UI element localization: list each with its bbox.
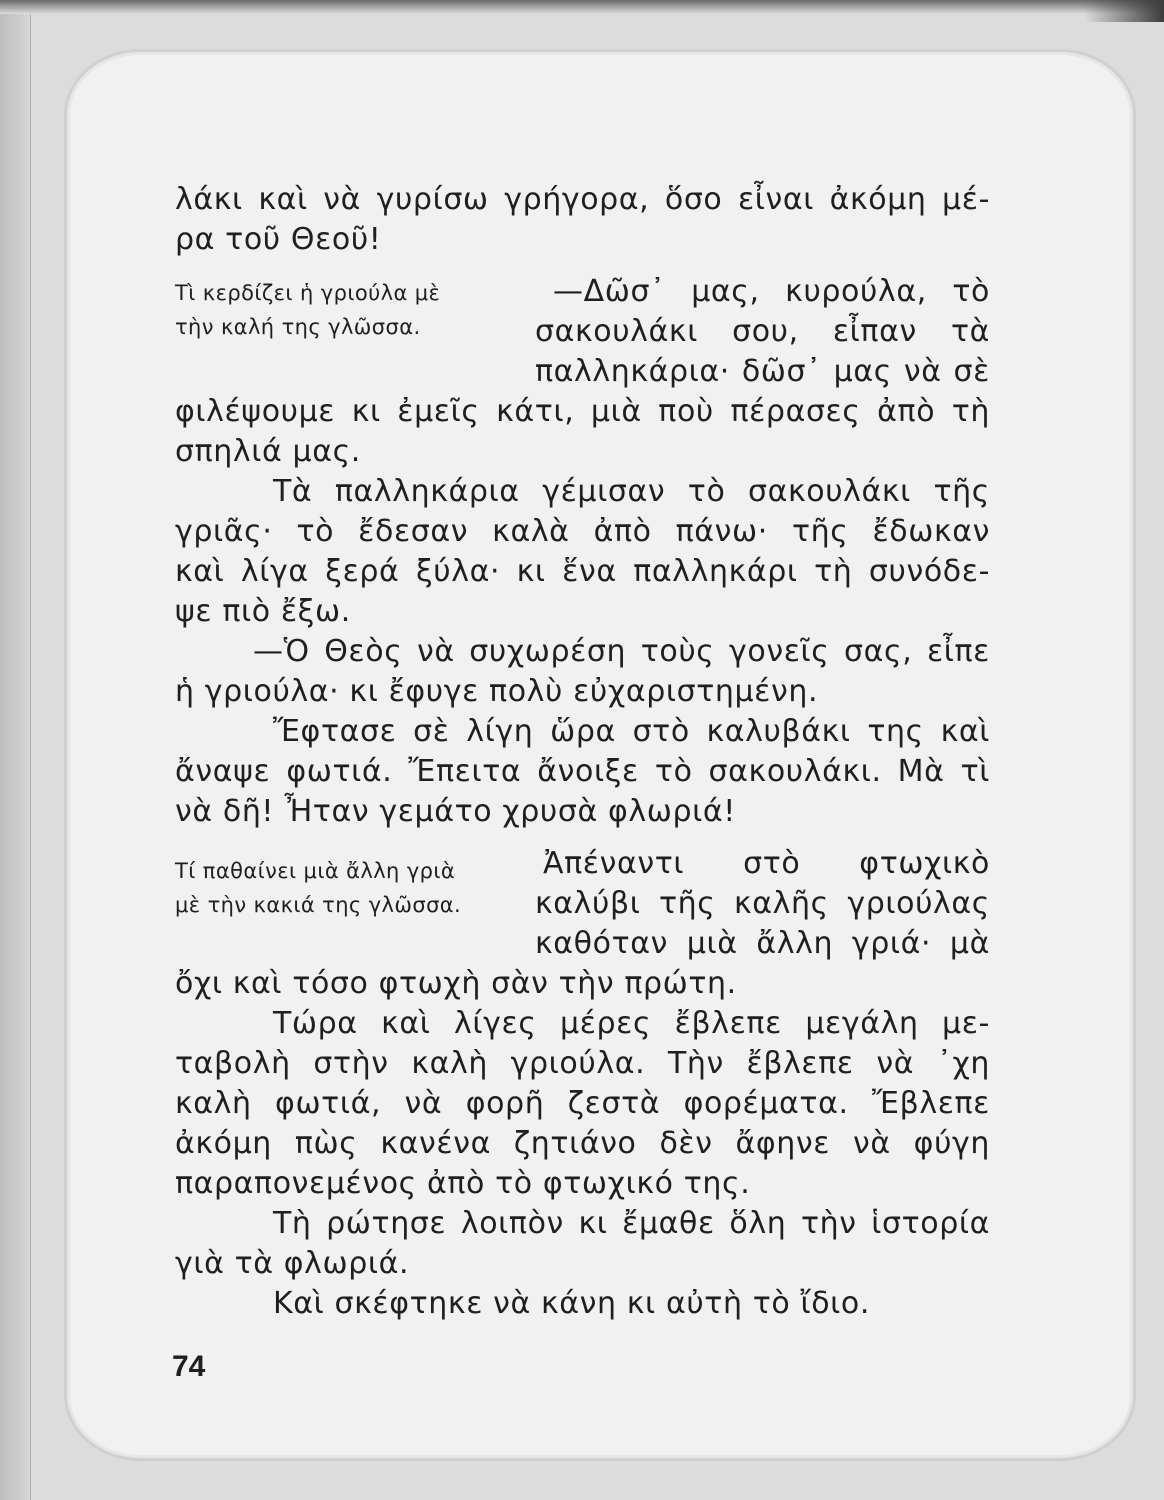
text-line: ταβολὴ στὴν καλὴ γριούλα. Τὴν ἔβλεπε νὰ ᾽χη [175, 1046, 990, 1081]
text-line: γριᾶς· τὸ ἔδεσαν καλὰ ἀπὸ πάνω· τῆς ἔδωκαν [175, 514, 990, 549]
margin-note-1 [175, 276, 525, 344]
text-line: καλύβι τῆς καλῆς γριούλας [535, 886, 990, 921]
text-line: —Δῶσ᾽ μας, κυρούλα, τὸ [553, 274, 990, 309]
text-line: καὶ λίγα ξερά ξύλα· κι ἕνα παλληκάρι τὴ συνόδε- [175, 554, 990, 589]
text-line: σακουλάκι σου, εἶπαν τὰ [535, 314, 990, 349]
page-corner-shadow [1084, 0, 1164, 22]
text-line: Ἔφτασε σὲ λίγη ὥρα στὸ καλυβάκι της καὶ [273, 714, 990, 749]
text-line: Καὶ σκέφτηκε νὰ κάνη κι αὐτὴ τὸ ἴδιο. [273, 1286, 870, 1321]
text-line: γιὰ τὰ φλωριά. [175, 1246, 410, 1281]
body-text [175, 180, 990, 1324]
margin-note-block-1 [175, 272, 990, 392]
margin-note-line: Τί παθαίνει μιὰ ἄλλη γριὰ [175, 859, 456, 883]
text-line: παραπονεμένος ἀπὸ τὸ φτωχικό της. [175, 1166, 751, 1201]
text-line: καθόταν μιὰ ἄλλη γριά· μὰ [535, 926, 990, 961]
text-line: Τώρα καὶ λίγες μέρες ἔβλεπε μεγάλη με- [273, 1006, 990, 1041]
text-line: ὄχι καὶ τόσο φτωχὴ σὰν τὴν πρώτη. [175, 966, 737, 1001]
text-line: παλληκάρια· δῶσ᾽ μας νὰ σὲ [535, 354, 990, 389]
text-line: καλὴ φωτιά, νὰ φορῆ ζεστὰ φορέματα. Ἔβλεπε [175, 1086, 990, 1121]
wrapped-text [535, 272, 990, 392]
text-line: ρα τοῦ Θεοῦ! [175, 222, 382, 257]
margin-note-line: Τὶ κερδίζει ἡ γριούλα μὲ [175, 281, 441, 305]
page-number: 74 [172, 1350, 206, 1383]
text-line: Τὴ ρώτησε λοιπὸν κι ἔμαθε ὅλη τὴν ἱστορία [273, 1206, 990, 1241]
text-line: ἀκόμη πὼς κανένα ζητιάνο δὲν ἄφηνε νὰ φύγη [175, 1126, 990, 1161]
text-line: —Ὁ Θεὸς νὰ συχωρέση τοὺς γονεῖς σας, εἶπε [253, 634, 990, 669]
text-line: νὰ δῆ! Ἦταν γεμάτο χρυσὰ φλωριά! [175, 794, 736, 829]
page-top-shadow [0, 0, 1164, 14]
text-line: φιλέψουμε κι ἐμεῖς κάτι, μιὰ ποὺ πέρασες ἀπὸ τὴ [175, 394, 990, 429]
text-line: Τὰ παλληκάρια γέμισαν τὸ σακουλάκι τῆς [273, 474, 990, 509]
margin-note-block-2 [175, 844, 990, 964]
margin-note-line: μὲ τὴν κακιά της γλῶσσα. [175, 893, 462, 917]
text-line: ἡ γριούλα· κι ἔφυγε πολὺ εὐχαριστημένη. [175, 674, 819, 709]
text-line: λάκι καὶ νὰ γυρίσω γρήγορα, ὅσο εἶναι ἀκόμη μέ- [175, 182, 990, 217]
text-line: ψε πιὸ ἔξω. [175, 594, 351, 629]
text-line: Ἀπέναντι στὸ φτωχικὸ [543, 846, 990, 881]
text-line: σπηλιά μας. [175, 434, 361, 469]
margin-note-line: τὴν καλή της γλῶσσα. [175, 315, 421, 339]
page-binding [0, 0, 31, 1500]
margin-note-2 [175, 854, 525, 922]
wrapped-text [535, 844, 990, 964]
text-line: ἄναψε φωτιά. Ἔπειτα ἄνοιξε τὸ σακουλάκι. Μὰ τὶ [175, 754, 990, 789]
